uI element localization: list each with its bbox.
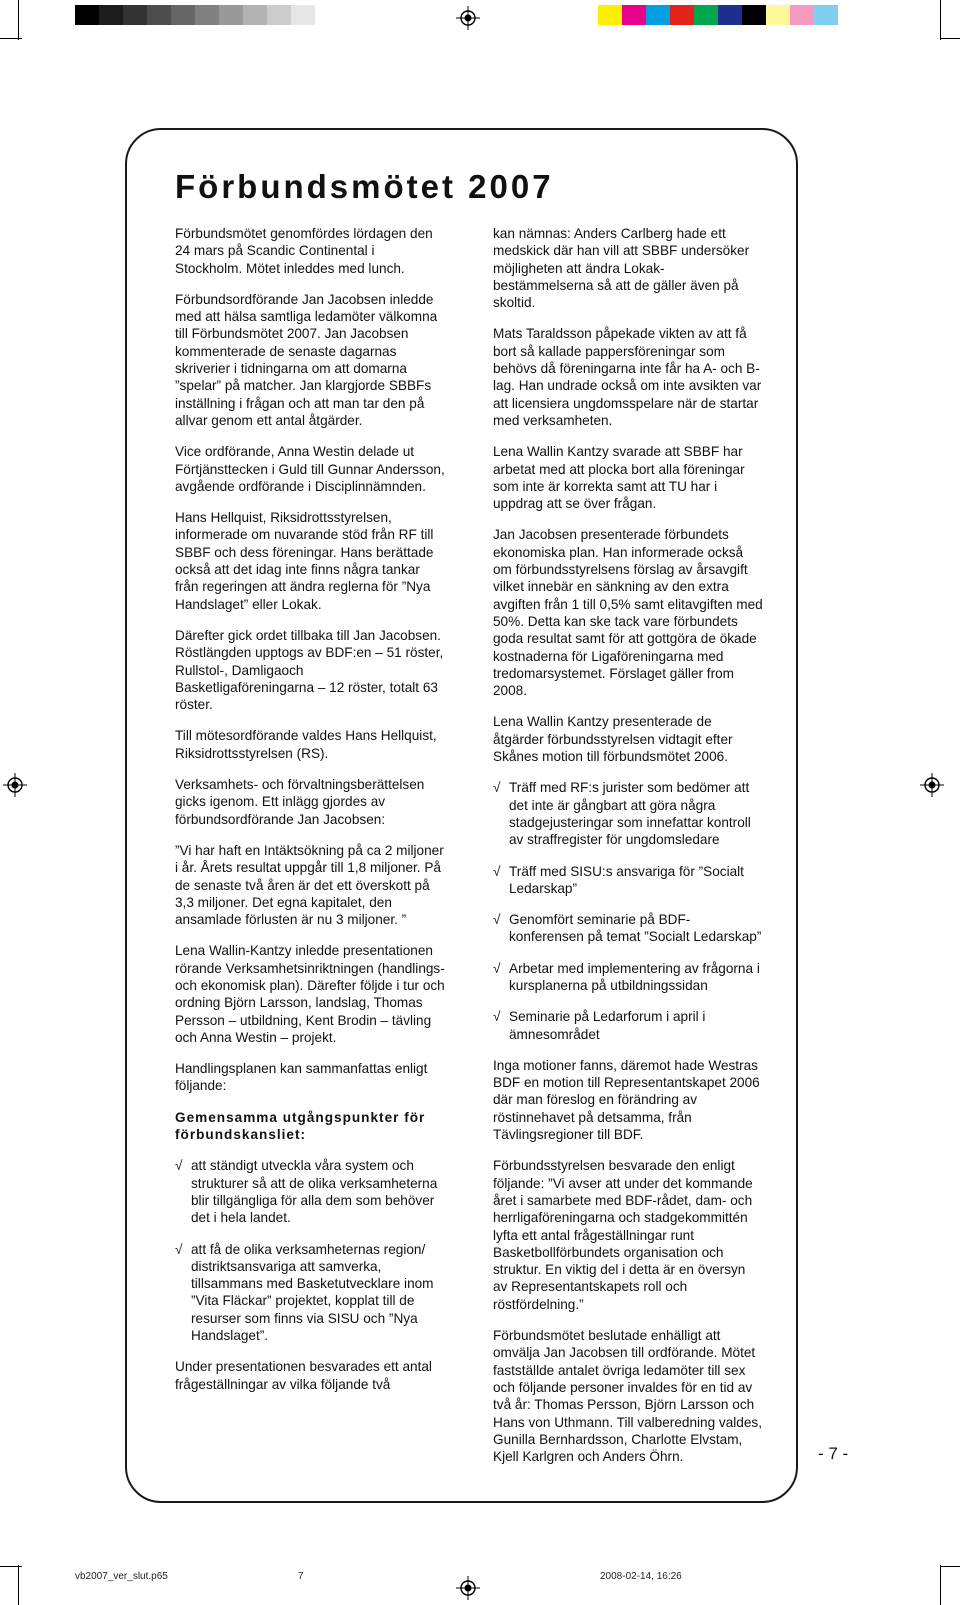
- check-icon: √: [175, 1241, 183, 1257]
- list-item-text: att få de olika verksamheternas region/ distriktsansvariga att samverka, tillsammans med Basketutvecklare inom ”Vita Fläckar” projektet, kopplat till de resurser som finns via SISU och ”Nya Handslaget”.: [191, 1241, 434, 1344]
- list-item: [493, 960, 763, 995]
- gray-calibration-bars: [75, 5, 315, 25]
- list-item-text: Arbetar med implementering av frågorna i kursplanerna på utbildningssidan: [509, 960, 760, 993]
- registration-mark-icon: [920, 773, 944, 797]
- calibration-swatch: [814, 5, 838, 25]
- check-icon: √: [175, 1158, 183, 1174]
- check-icon: √: [493, 1009, 501, 1025]
- article-title: Förbundsmötet 2007: [175, 168, 554, 205]
- paragraph: Därefter gick ordet tillbaka till Jan Jacobsen. Röstlängden upptogs av BDF:en – 51 röster, Rullstol-, Damligaoch Basketligaföreningarna – 12 röster, totalt 63 röster.: [175, 627, 444, 713]
- list-item-text: Seminarie på Ledarforum i april i ämnesområdet: [509, 1009, 706, 1042]
- footer-datetime: 2008-02-14, 16:26: [600, 1571, 682, 1582]
- check-icon: √: [493, 780, 501, 796]
- paragraph: Lena Wallin-Kantzy inledde presentationen rörande Verksamhetsinriktningen (handlings- och ekonomisk plan). Därefter följde i tur och ordning Björn Larsson, landslag, Thomas Persson – utbildning, Kent Brodin – tävling och Anna Westin – projekt.: [175, 943, 445, 1045]
- check-icon: √: [493, 960, 501, 976]
- list-item: [493, 863, 763, 898]
- calibration-swatch: [147, 5, 171, 25]
- right-column: [493, 225, 763, 1479]
- paragraph: Jan Jacobsen presenterade förbundets ekonomiska plan. Han informerade också om förbundsstyrelsens förslag av årsavgift vilket innebär en sänkning av den extra avgiften från 1 till 0,5% samt elitavgiften med 50%. Detta kan ske tack vare förbundets goda resultat samt för att gottgöra de ökade kostnaderna för Ligaföreningarna med tredomarsystemet. Förslaget gäller from 2008.: [493, 527, 763, 699]
- list-item-text: Träff med RF:s jurister som bedömer att det inte är gångbart att göra några stadgejusteringar som innefattar kontroll av straffregister för ungdomsledare: [509, 780, 751, 848]
- bullet-list: [493, 779, 763, 1043]
- left-column: [175, 225, 445, 1407]
- paragraph: Förbundsstyrelsen besvarade den enligt följande: ”Vi avser att under det kommande året i samarbete med BDF-rådet, dam- och herrligaföreningarna och stadgekommittén lyfta ett antal frågeställningar runt Basketbollförbundets organisation och struktur. En viktig del i detta är en översyn av Representantskapets roll och röstfördelning.”: [493, 1158, 753, 1312]
- crop-mark: [18, 1565, 19, 1605]
- registration-mark-icon: [3, 773, 27, 797]
- paragraph: Förbundsmötet beslutade enhälligt att omvälja Jan Jacobsen till ordförande. Mötet fastställde antalet övriga ledamöter till sex och följande personer invaldes för en tid av två år: Thomas Persson, Björn Larsson och Hans von Uthmann. Till valberedning valdes, Gunilla Bernhardsson, Charlotte Elvstam, Kjell Karlgren och Anders Öhrn.: [493, 1328, 763, 1465]
- paragraph: Verksamhets- och förvaltningsberättelsen gicks igenom. Ett inlägg gjordes av förbundsordförande Jan Jacobsen:: [175, 777, 425, 827]
- paragraph: Till mötesordförande valdes Hans Hellquist, Riksidrottsstyrelsen (RS).: [175, 728, 437, 761]
- list-item: [493, 1008, 763, 1043]
- paragraph: Mats Taraldsson påpekade vikten av att få bort så kallade pappersföreningar som behövs då föreningarna inte får ha A- och B-lag. Han undrade också om inte avsikten var att licensiera ungdomsspelare när de startar med verksamheten.: [493, 326, 762, 428]
- calibration-swatch: [219, 5, 243, 25]
- calibration-swatch: [195, 5, 219, 25]
- paragraph: Inga motioner fanns, däremot hade Westras BDF en motion till Representantskapet 2006 där man föreslog en förändring av röstinnehavet på detsamma, från Tävlingsregioner till BDF.: [493, 1057, 760, 1143]
- footer-filename: vb2007_ver_slut.p65: [75, 1571, 168, 1582]
- list-item-text: att ständigt utveckla våra system och strukturer så att de olika verksamheterna blir tillgängliga för alla dem som behöver det i hela landet.: [191, 1158, 438, 1226]
- calibration-swatch: [766, 5, 790, 25]
- calibration-swatch: [646, 5, 670, 25]
- crop-mark: [940, 38, 960, 39]
- calibration-swatch: [75, 5, 99, 25]
- calibration-swatch: [99, 5, 123, 25]
- check-icon: √: [493, 863, 501, 879]
- calibration-swatch: [243, 5, 267, 25]
- crop-mark: [940, 1566, 960, 1567]
- registration-mark-icon: [456, 1576, 480, 1600]
- paragraph: Hans Hellquist, Riksidrottsstyrelsen, informerade om nuvarande stöd från RF till SBBF och dess föreningar. Hans berättade också att det idag inte finns några tankar från regeringen att ändra reglerna för ”Nya Handslaget” eller Lokak.: [175, 510, 434, 612]
- calibration-swatch: [267, 5, 291, 25]
- calibration-swatch: [598, 5, 622, 25]
- paragraph: Förbundsordförande Jan Jacobsen inledde med att hälsa samtliga ledamöter välkomna till Förbundsmötet 2007. Jan Jacobsen kommenterade de senaste dagarnas skriverier i tidningarna om att domarna ”spelar” på matcher. Jan klargjorde SBBFs inställning i frågan och att man tar den på allvar genom ett antal åtgärder.: [175, 291, 438, 428]
- paragraph: kan nämnas: Anders Carlberg hade ett medskick där han vill att SBBF undersöker möjligheten att ändra Lokak-bestämmelserna så att de gäller även på skoltid.: [493, 226, 750, 311]
- quote-paragraph: ”Vi har haft en Intäktsökning på ca 2 miljoner i år. Årets resultat uppgår till 1,8 miljoner. På de senaste två åren är det ett överskott på 3,3 miljoner. Det egna kapitalet, den ansamlade förlusten är nu 3 miljoner. ”: [175, 842, 444, 928]
- list-item-text: Genomfört seminarie på BDF-konferensen på temat ”Socialt Ledarskap”: [509, 912, 762, 945]
- crop-mark: [940, 0, 941, 40]
- calibration-swatch: [694, 5, 718, 25]
- crop-mark: [0, 1566, 22, 1567]
- registration-mark-icon: [456, 6, 480, 30]
- section-heading: Gemensamma utgångspunkter för förbundskansliet:: [175, 1109, 426, 1143]
- paragraph: Vice ordförande, Anna Westin delade ut Förtjänsttecken i Guld till Gunnar Andersson, avgående ordförande i Disciplinnämnden.: [175, 444, 445, 494]
- list-item-text: Träff med SISU:s ansvariga för ”Socialt Ledarskap”: [509, 863, 744, 896]
- calibration-swatch: [718, 5, 742, 25]
- paragraph: Lena Wallin Kantzy presenterade de åtgärder förbundsstyrelsen vidtagit efter Skånes motion till förbundsmötet 2006.: [493, 714, 733, 765]
- paragraph: Under presentationen besvarades ett antal frågeställningar av vilka följande två: [175, 1359, 432, 1392]
- calibration-swatch: [670, 5, 694, 25]
- paragraph: Förbundsmötet genomfördes lördagen den 24 mars på Scandic Continental i Stockholm. Mötet inleddes med lunch.: [175, 226, 433, 276]
- color-calibration-bars: [598, 5, 838, 25]
- list-item: [175, 1157, 445, 1226]
- calibration-swatch: [123, 5, 147, 25]
- bullet-list: [175, 1157, 445, 1344]
- calibration-swatch: [622, 5, 646, 25]
- calibration-swatch: [171, 5, 195, 25]
- footer-page: 7: [298, 1571, 304, 1582]
- page-number: - 7 -: [818, 1444, 849, 1463]
- list-item: [493, 911, 763, 946]
- check-icon: √: [493, 912, 501, 928]
- crop-mark: [940, 1565, 941, 1605]
- calibration-swatch: [742, 5, 766, 25]
- list-item: [175, 1241, 445, 1345]
- crop-mark: [0, 38, 22, 39]
- calibration-swatch: [291, 5, 315, 25]
- crop-mark: [18, 0, 19, 40]
- calibration-swatch: [790, 5, 814, 25]
- list-item: [493, 779, 763, 848]
- paragraph: Handlingsplanen kan sammanfattas enligt följande:: [175, 1061, 428, 1094]
- paragraph: Lena Wallin Kantzy svarade att SBBF har arbetat med att plocka bort alla föreningar som inte är korrekta samt att TU har i uppdrag att se över frågan.: [493, 444, 745, 512]
